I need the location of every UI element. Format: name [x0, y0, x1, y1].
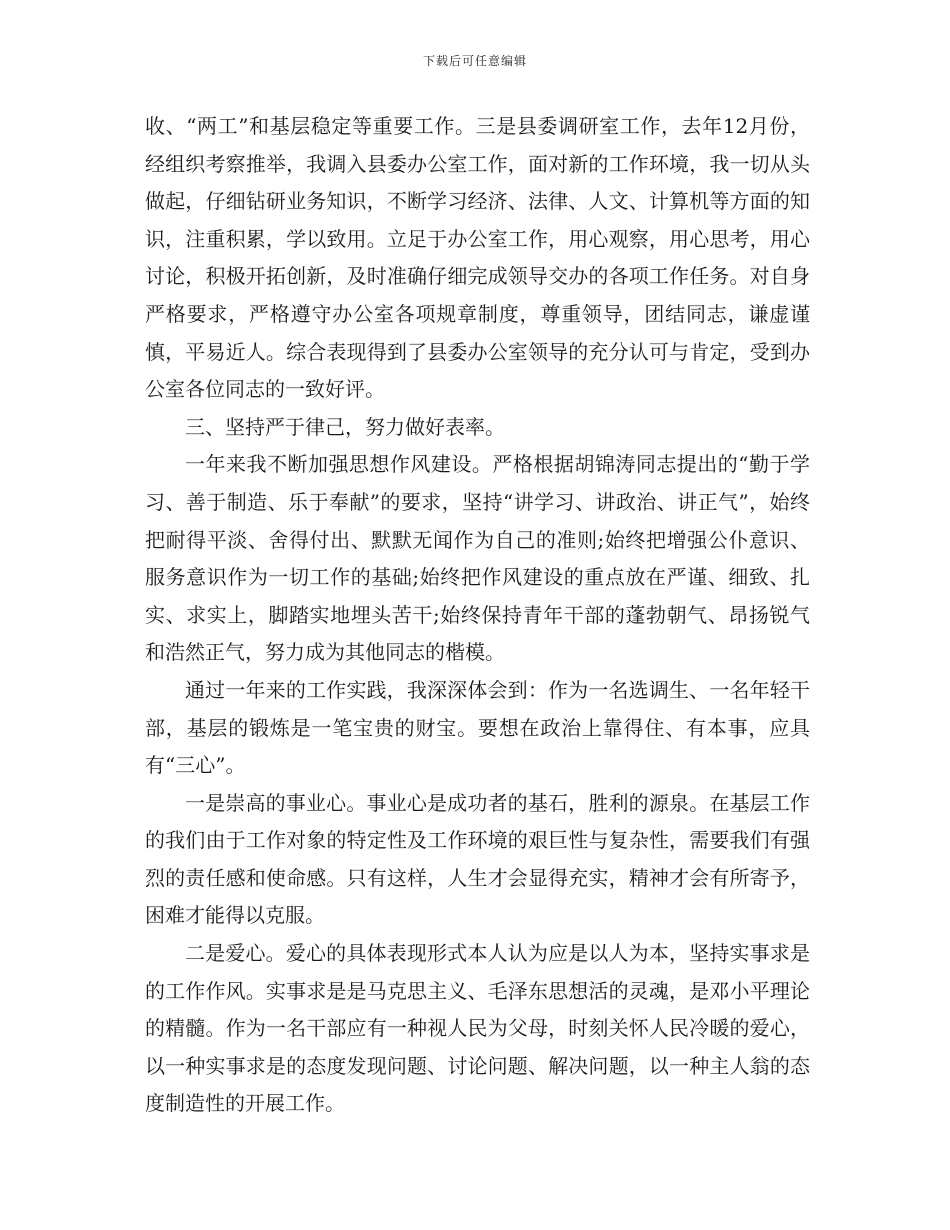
paragraph-2-heading: 三、坚持严于律己，努力做好表率。 [185, 414, 505, 439]
paragraph-5: 一是崇高的事业心。事业心是成功者的基石，胜利的源泉。在基层工作的我们由于工作对象的特定性及工作环境的艰巨性与复杂性，需要我们有强烈的责任感和使命感。只有这样，人生才会显得充实，精神才会有所寄予，困难才能得以克服。 [145, 790, 810, 928]
paragraph-4: 通过一年来的工作实践，我深深体会到：作为一名选调生、一名年轻干部，基层的锻炼是一笔宝贵的财宝。要想在政治上靠得住、有本事，应具有“三心”。 [145, 677, 810, 778]
page-header: 下载后可任意编辑 [422, 54, 527, 68]
paragraph-1: 收、“两工”和基层稳定等重要工作。三是县委调研室工作，去年12月份，经组织考察推举，我调入县委办公室工作，面对新的工作环境，我一切从头做起，仔细钻研业务知识，不断学习经济、法律、人文、计算机等方面的知识，注重积累，学以致用。立足于办公室工作，用心观察，用心思考，用心讨论，积极开拓创新，及时准确仔细完成领导交办的各项工作任务。对自身严格要求，严格遵守办公室各项规章制度，尊重领导，团结同志，谦虚谨慎，平易近人。综合表现得到了县委办公室领导的充分认可与肯定，受到办公室各位同志的一致好评。 [145, 114, 810, 402]
paragraph-3: 一年来我不断加强思想作风建设。严格根据胡锦涛同志提出的“勤于学习、善于制造、乐于奉献”的要求，坚持“讲学习、讲政治、讲正气”，始终把耐得平淡、舍得付出、默默无闻作为自己的准则;始终把增强公仆意识、服务意识作为一切工作的基础;始终把作风建设的重点放在严谨、细致、扎实、求实上，脚踏实地埋头苦干;始终保持青年干部的蓬勃朝气、昂扬锐气和浩然正气，努力成为其他同志的楷模。 [145, 452, 810, 665]
paragraph-6: 二是爱心。爱心的具体表现形式本人认为应是以人为本，坚持实事求是的工作作风。实事求是是马克思主义、毛泽东思想活的灵魂，是邓小平理论的精髓。作为一名干部应有一种视人民为父母，时刻关怀人民冷暖的爱心，以一种实事求是的态度发现问题、讨论问题、解决问题，以一种主人翁的态度制造性的开展工作。 [145, 941, 810, 1116]
document-body [145, 108, 810, 1123]
